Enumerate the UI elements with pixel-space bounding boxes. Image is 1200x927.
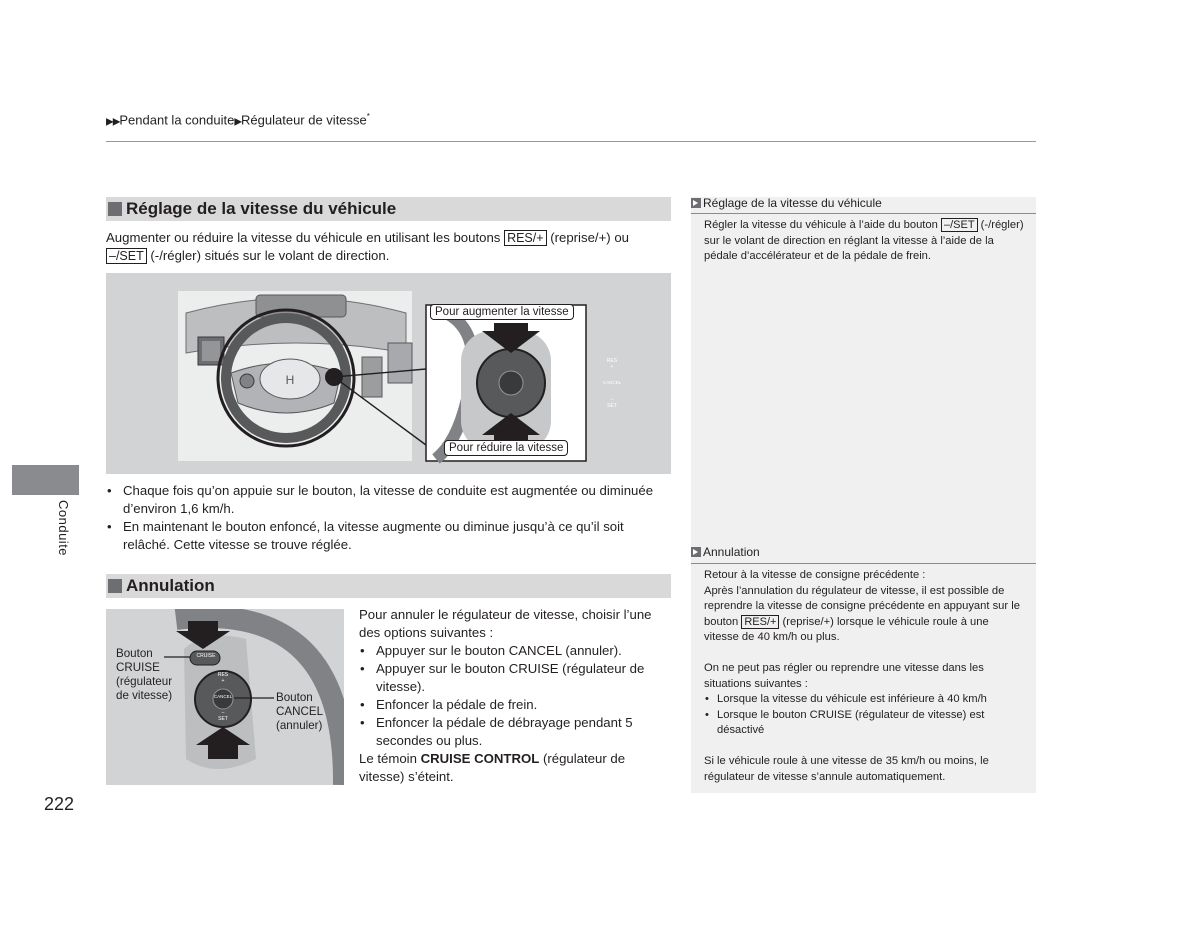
- section1-intro: [106, 229, 672, 265]
- note2-text: [704, 568, 1026, 785]
- note1-heading: Réglage de la vitesse du véhicule: [691, 196, 882, 210]
- section-title: Annulation: [126, 576, 215, 595]
- list-item: • Appuyer sur le bouton CRUISE (régulateur de vitesse).: [359, 660, 673, 696]
- note2-heading: Annulation: [691, 545, 760, 559]
- section2-intro: Pour annuler le régulateur de vitesse, choisir l’une des options suivantes :: [359, 607, 652, 640]
- res-plus-key: RES/+: [504, 230, 546, 246]
- btn-res-text: RES +: [217, 672, 229, 684]
- list-item: • Appuyer sur le bouton CANCEL (annuler).: [359, 642, 673, 660]
- label-cancel-button: Bouton CANCEL (annuler): [276, 691, 323, 732]
- list-item: • Lorsque la vitesse du véhicule est inférieure à 40 km/h: [704, 692, 1026, 708]
- cancel-figure: [106, 609, 344, 785]
- callout-decrease-speed: Pour réduire la vitesse: [444, 440, 568, 456]
- note1-rule: [691, 213, 1036, 214]
- note-marker-icon: [691, 547, 701, 557]
- section2-text: [359, 606, 673, 786]
- section-header-cancel: [106, 574, 671, 598]
- minus-set-key: –/SET: [941, 218, 978, 232]
- header-rule: [106, 141, 1036, 142]
- breadcrumb-part1: Pendant la conduite: [119, 112, 235, 128]
- list-item: • Enfoncer la pédale de débrayage pendant 5 secondes ou plus.: [359, 714, 673, 750]
- callout-increase-speed: Pour augmenter la vitesse: [430, 304, 574, 320]
- svg-text:H: H: [285, 373, 295, 387]
- note2-bullets: [704, 692, 1026, 739]
- note2-p4: Si le véhicule roule à une vitesse de 35 km/h ou moins, le régulateur de vitesse s’annule automatiquement.: [704, 754, 989, 783]
- label-cruise-button: Bouton CRUISE (régulateur de vitesse): [116, 647, 173, 702]
- chapter-label: Conduite: [56, 500, 71, 557]
- cruise-control-indicator-text: CRUISE CONTROL: [420, 751, 540, 766]
- breadcrumb-separator-icon: ▶: [234, 116, 242, 128]
- steering-wheel-illustration: [106, 273, 671, 474]
- section-title: Réglage de la vitesse du véhicule: [126, 199, 397, 218]
- intro-text-1: Augmenter ou réduire la vitesse du véhicule en utilisant les boutons: [106, 230, 505, 245]
- note2-rule: [691, 563, 1036, 564]
- note-marker-icon: [691, 198, 701, 208]
- page-number: 222: [44, 794, 75, 814]
- btn-res-text: RES +: [606, 358, 618, 370]
- intro-text-3: (-/régler) situés sur le volant de direction.: [146, 248, 390, 263]
- list-item: • En maintenant le bouton enfoncé, la vitesse augmente ou diminue jusqu’à ce qu’il soit relâché. Cette vitesse se trouve réglée.: [106, 518, 672, 554]
- section2-bullets: [359, 642, 673, 750]
- note1-text: Régler la vitesse du véhicule à l’aide du bouton –/SET (-/régler) sur le volant de direction en réglant la vitesse à l’aide de la pédale d’accélérateur et de la pédale de frein.: [704, 219, 1024, 263]
- intro-text-2: (reprise/+) ou: [546, 230, 630, 245]
- btn-cancel-text: CANCEL: [602, 380, 622, 385]
- steering-wheel-figure: [106, 273, 671, 474]
- breadcrumb-part2: Régulateur de vitesse: [241, 112, 367, 128]
- btn-cancel-text: CANCEL: [213, 694, 233, 699]
- btn-set-text: – SET: [607, 397, 617, 409]
- note2-p3: On ne peut pas régler ou reprendre une vitesse dans les situations suivantes :: [704, 661, 984, 690]
- btn-cruise-text: CRUISE: [196, 653, 216, 659]
- list-item: • Chaque fois qu’on appuie sur le bouton, la vitesse de conduite est augmentée ou diminuée d’environ 1,6 km/h.: [106, 482, 672, 518]
- chapter-tab: [12, 465, 79, 495]
- section-marker-icon: [108, 579, 122, 593]
- minus-set-key: –/SET: [106, 248, 147, 264]
- res-plus-key: RES/+: [741, 615, 779, 629]
- btn-set-text: – SET: [218, 710, 228, 722]
- section-marker-icon: [108, 202, 122, 216]
- list-item: • Enfoncer la pédale de frein.: [359, 696, 673, 714]
- breadcrumb: [106, 112, 370, 127]
- note2-p1: Retour à la vitesse de consigne précédente :: [704, 569, 926, 581]
- section1-bullets: [106, 482, 672, 554]
- section2-outro: Le témoin CRUISE CONTROL (régulateur de vitesse) s’éteint.: [359, 751, 626, 784]
- list-item: • Lorsque le bouton CRUISE (régulateur de vitesse) est désactivé: [704, 708, 1026, 739]
- note2-p2: Après l’annulation du régulateur de vitesse, il est possible de reprendre la vitesse de consigne précédente en appuyant sur le bouton RES/+ (reprise/+) lorsque le véhicule roule à une vitesse de 40 km/h ou plus.: [704, 584, 1020, 644]
- breadcrumb-arrows-icon: ▶▶: [106, 116, 120, 128]
- section-header-speed-setting: [106, 197, 671, 221]
- breadcrumb-asterisk: *: [366, 112, 370, 121]
